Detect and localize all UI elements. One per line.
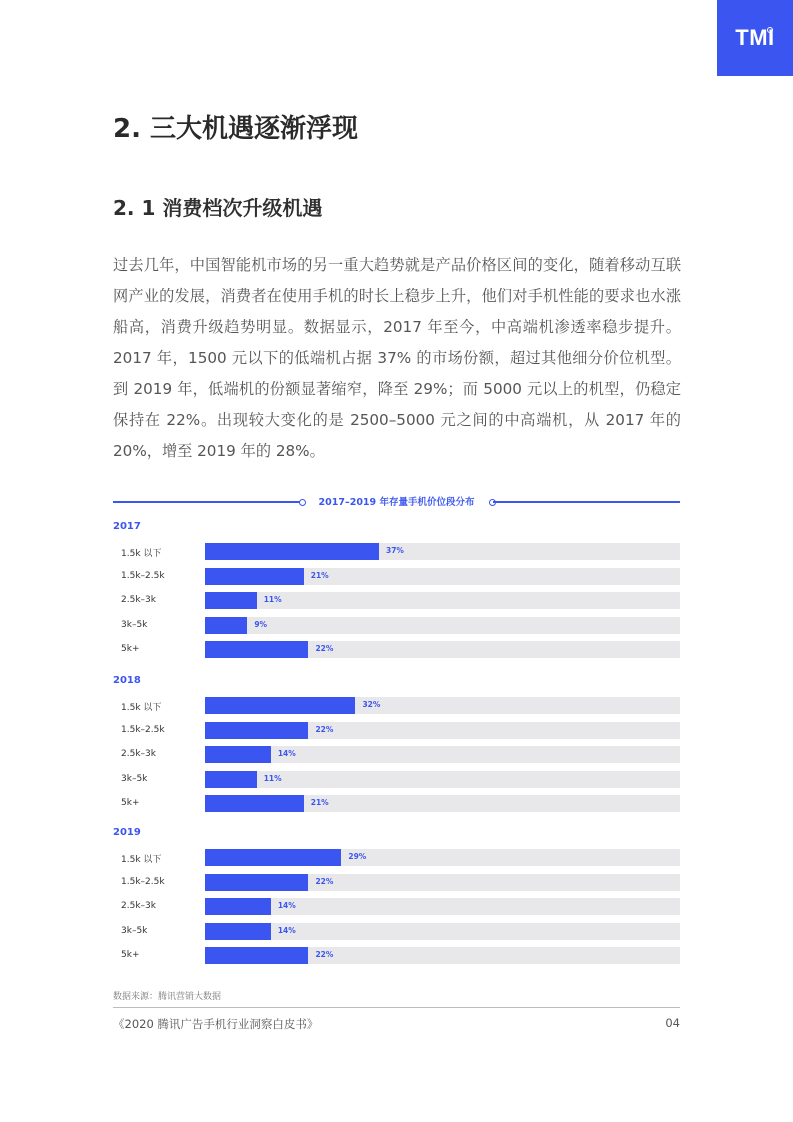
bar-track — [205, 947, 680, 964]
bar-2019 — [205, 849, 341, 866]
bar-2019 — [205, 923, 271, 940]
data-label: 11% — [263, 595, 282, 604]
data-label: 32% — [362, 700, 381, 709]
bar-2017 — [205, 543, 379, 560]
category-label: 5k+ — [121, 950, 140, 960]
category-label: 1.5k–2.5k — [121, 877, 165, 887]
category-label: 2.5k–3k — [121, 901, 156, 911]
bar-track — [205, 771, 680, 788]
year-label-2018: 2018 — [113, 675, 141, 686]
data-label: 11% — [263, 774, 282, 783]
bar-track — [205, 543, 680, 560]
subsection-heading: 2. 1 消费档次升级机遇 — [113, 196, 323, 220]
bar-track — [205, 746, 680, 763]
bar-2017 — [205, 592, 257, 609]
title-rule-right — [493, 501, 680, 503]
category-label: 3k–5k — [121, 774, 148, 784]
chart-title: 2017–2019 年存量手机价位段分布 — [318, 497, 475, 508]
bar-track — [205, 641, 680, 658]
tmi-logo — [717, 0, 793, 76]
category-label: 1.5k 以下 — [121, 549, 162, 559]
data-label: 21% — [310, 798, 329, 807]
bar-2018 — [205, 795, 304, 812]
bar-track — [205, 697, 680, 714]
data-label: 22% — [315, 725, 334, 734]
category-label: 5k+ — [121, 644, 140, 654]
bar-2017 — [205, 641, 308, 658]
bar-2018 — [205, 746, 271, 763]
data-label: 37% — [385, 546, 404, 555]
category-label: 3k–5k — [121, 926, 148, 936]
category-label: 3k–5k — [121, 620, 148, 630]
logo-dot-icon — [767, 27, 773, 33]
bar-2019 — [205, 947, 308, 964]
bar-track — [205, 617, 680, 634]
year-label-2019: 2019 — [113, 827, 141, 838]
year-label-2017: 2017 — [113, 521, 141, 532]
body-paragraph: 过去几年，中国智能机市场的另一重大趋势就是产品价格区间的变化，随着移动互联网产业的发展，消费者在使用手机的时长上稳步上升，他们对手机性能的要求也水涨船高，消费升级趋势明显。数据显示，2017 年至今，中高端机渗透率稳步提升。2017 年，1500 元以下的低端机占据 37% 的市场份额，超过其他细分价位机型。到 2019 年，低端机的份额显著缩窄，降至 29%；而 5000 元以上的机型，仍稳定保持在 22%。出现较大变化的是 2500–5000 元之间的中高端机，从 2017 年的 20%，增至 2019 年的 28%。 — [113, 256, 681, 460]
bar-2019 — [205, 874, 308, 891]
bar-track — [205, 795, 680, 812]
category-label: 1.5k–2.5k — [121, 725, 165, 735]
category-label: 1.5k–2.5k — [121, 571, 165, 581]
bar-2017 — [205, 617, 247, 634]
page-number: 04 — [665, 1016, 680, 1030]
data-label: 14% — [277, 749, 296, 758]
data-label: 14% — [277, 901, 296, 910]
data-source: 数据来源：腾讯营销大数据 — [113, 992, 222, 1002]
bar-track — [205, 898, 680, 915]
bar-track — [205, 722, 680, 739]
bar-2018 — [205, 697, 355, 714]
category-label: 1.5k 以下 — [121, 703, 162, 713]
category-label: 2.5k–3k — [121, 749, 156, 759]
data-label: 22% — [315, 877, 334, 886]
logo-text: TMI — [735, 25, 775, 50]
bar-track — [205, 568, 680, 585]
category-label: 1.5k 以下 — [121, 855, 162, 865]
bar-2019 — [205, 898, 271, 915]
category-label: 2.5k–3k — [121, 595, 156, 605]
bar-2018 — [205, 771, 257, 788]
footer-divider — [113, 1007, 680, 1008]
bar-track — [205, 849, 680, 866]
bar-track — [205, 923, 680, 940]
bar-track — [205, 874, 680, 891]
data-label: 22% — [315, 644, 334, 653]
bar-track — [205, 592, 680, 609]
footer-title: 《2020 腾讯广告手机行业洞察白皮书》 — [113, 1017, 319, 1031]
bar-2018 — [205, 722, 308, 739]
data-label: 21% — [310, 571, 329, 580]
data-label: 9% — [254, 620, 268, 629]
chart-title-row — [113, 494, 680, 510]
category-label: 5k+ — [121, 798, 140, 808]
data-label: 29% — [348, 852, 367, 861]
section-heading: 2. 三大机遇逐渐浮现 — [113, 114, 359, 144]
bar-2017 — [205, 568, 304, 585]
data-label: 14% — [277, 926, 296, 935]
data-label: 22% — [315, 950, 334, 959]
